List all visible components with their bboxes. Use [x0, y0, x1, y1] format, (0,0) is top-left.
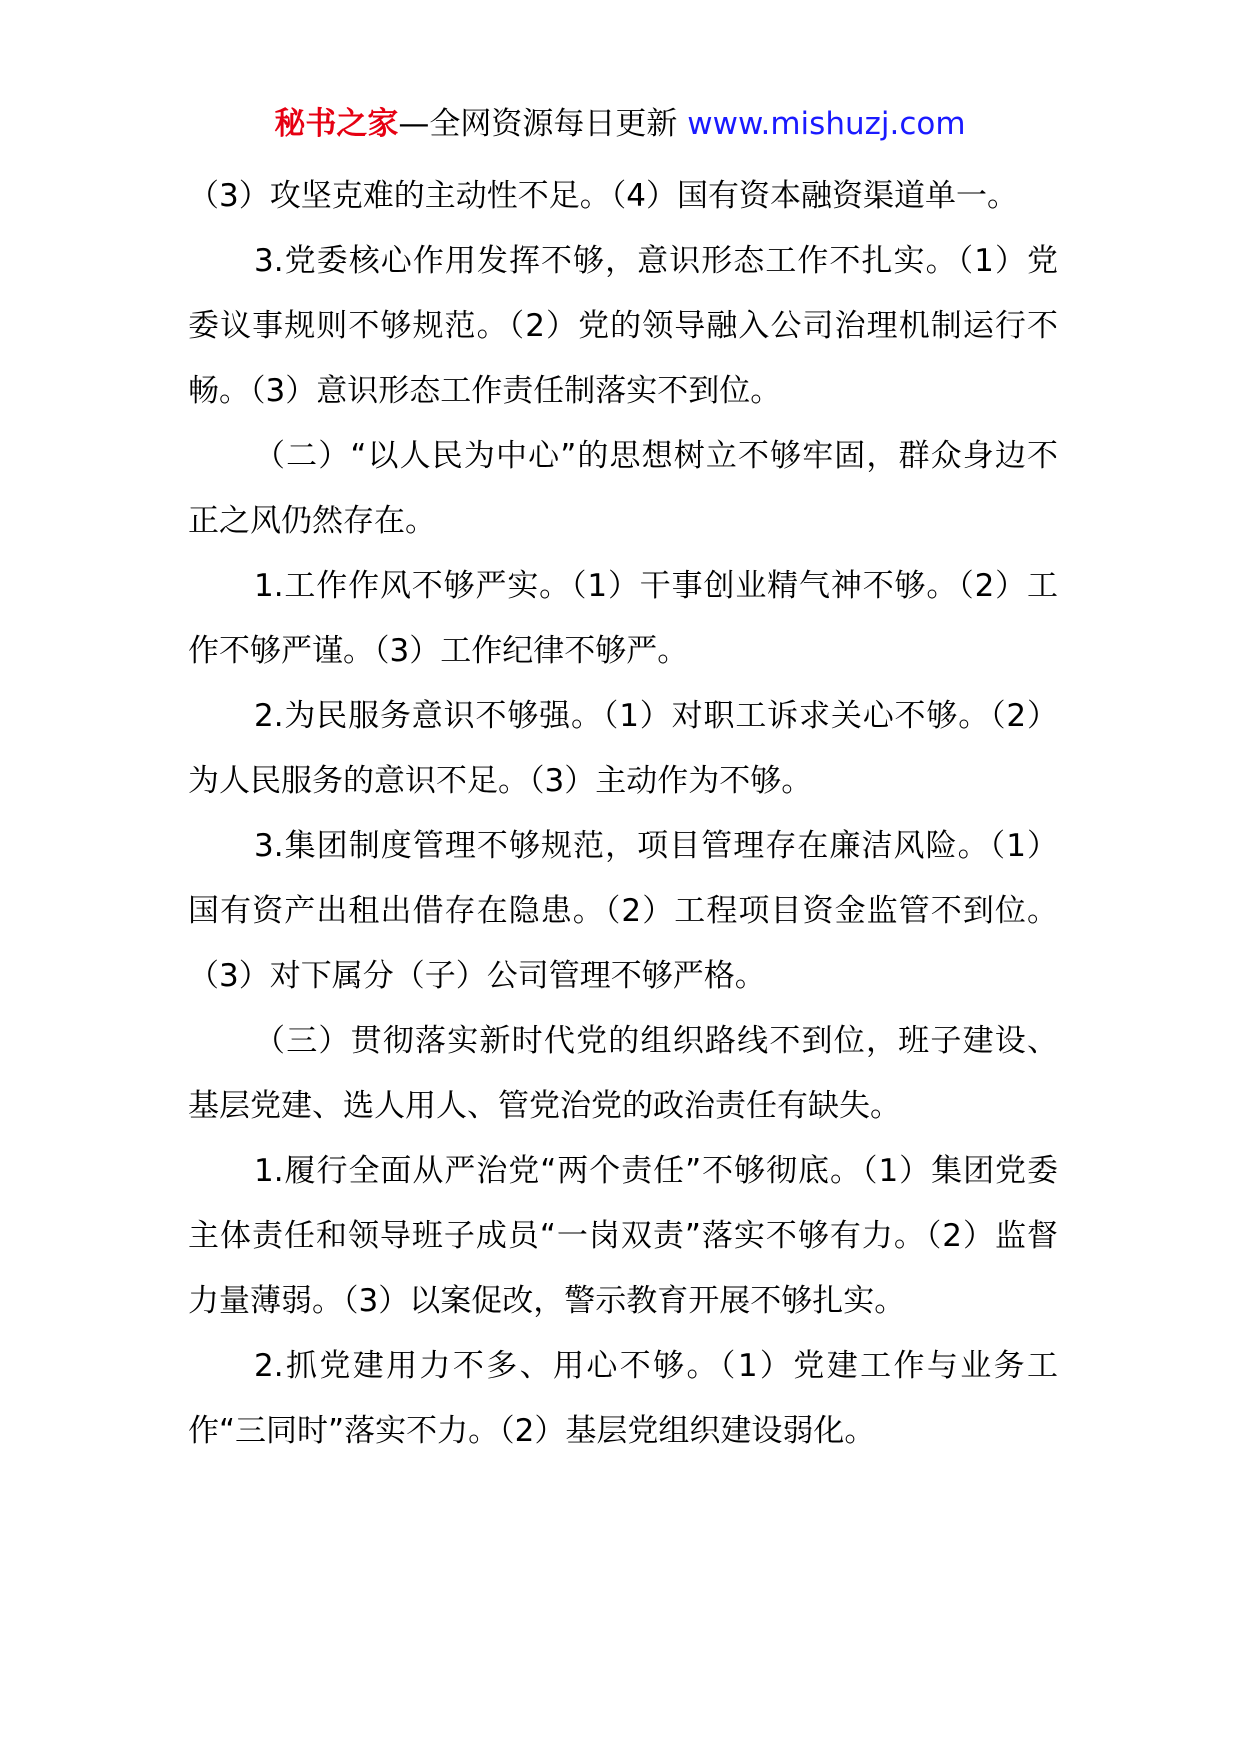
paragraph-item-2-party-building: 2.抓党建用力不多、用心不够。（1）党建工作与业务工作“三同时”落实不力。（2）基层党组织建设弱化。	[188, 1348, 1058, 1449]
paragraph-item-1-responsibility: 1.履行全面从严治党“两个责任”不够彻底。（1）集团党委主体责任和领导班子成员“一岗双责”落实不够有力。（2）监督力量薄弱。（3）以案促改，警示教育开展不够扎实。	[188, 1153, 1058, 1319]
paragraph-item-1-work-style: 1.工作作风不够严实。（1）干事创业精气神不够。（2）工作不够严谨。（3）工作纪律不够严。	[188, 568, 1058, 669]
site-url-link[interactable]: www.mishuzj.com	[687, 106, 966, 142]
paragraph-item-3-management: 3.集团制度管理不够规范，项目管理存在廉洁风险。（1）国有资产出租出借存在隐患。（2）工程项目资金监管不到位。（3）对下属分（子）公司管理不够严格。	[188, 828, 1058, 994]
paragraph-item-2-service: 2.为民服务意识不够强。（1）对职工诉求关心不够。（2）为人民服务的意识不足。（3）主动作为不够。	[188, 698, 1058, 799]
site-header	[0, 100, 1240, 148]
paragraph-item-3-party-committee: 3.党委核心作用发挥不够，意识形态工作不扎实。（1）党委议事规则不够规范。（2）党的领导融入公司治理机制运行不畅。（3）意识形态工作责任制落实不到位。	[188, 243, 1058, 409]
section-heading-3: （三）贯彻落实新时代党的组织路线不到位，班子建设、基层党建、选人用人、管党治党的政治责任有缺失。	[188, 1023, 1058, 1124]
header-tagline: —全网资源每日更新	[398, 106, 678, 142]
document-body	[188, 164, 1058, 1464]
section-heading-2: （二）“以人民为中心”的思想树立不够牢固，群众身边不正之风仍然存在。	[188, 438, 1058, 539]
brand-name: 秘书之家	[274, 106, 399, 142]
paragraph-continuation: （3）攻坚克难的主动性不足。（4）国有资本融资渠道单一。	[188, 178, 1018, 214]
